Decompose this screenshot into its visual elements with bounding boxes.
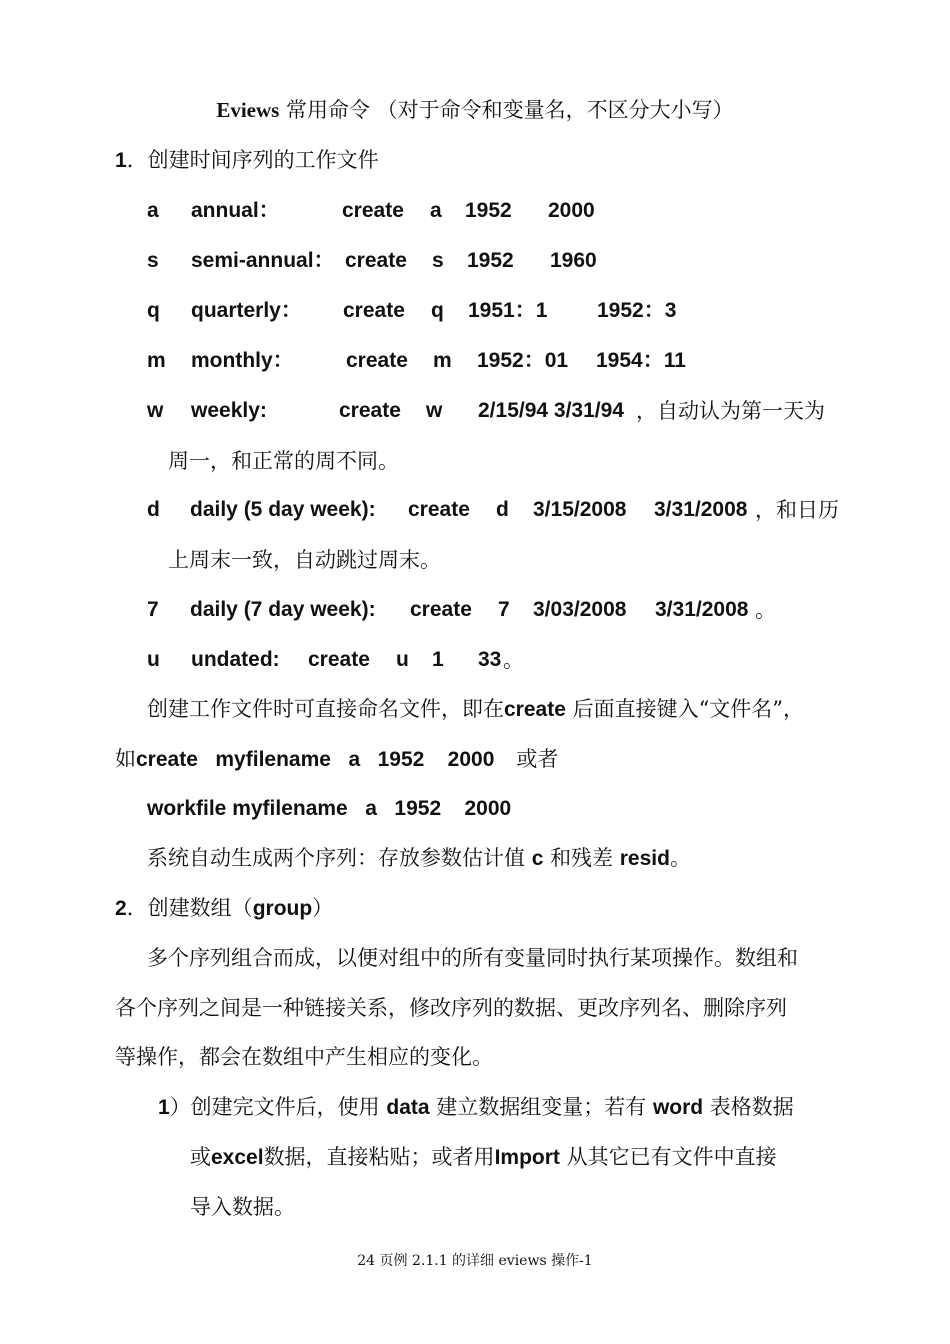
freq-cmd: create	[346, 349, 408, 372]
item-number: 1	[158, 1096, 170, 1119]
text: 或者	[516, 747, 559, 771]
weekly-note-cont: 周一，和正常的周不同。	[168, 449, 399, 473]
freq-cmd: create	[408, 498, 470, 521]
freq-arg: w	[426, 399, 443, 422]
freq-cmd: create	[308, 648, 370, 671]
text: ）	[312, 896, 334, 920]
freq-end: 3/31/2008	[655, 598, 749, 621]
text: 数据，直接粘贴；或者用	[263, 1145, 495, 1169]
freq-cmd: create	[342, 199, 404, 222]
freq-note: 。	[755, 598, 776, 622]
freq-end: 3/31/2008	[654, 498, 748, 521]
keyword: data	[386, 1096, 430, 1119]
keyword: group	[252, 897, 313, 920]
freq-end: 1954：11	[596, 349, 686, 372]
freq-end: 1960	[550, 249, 597, 272]
text: ．创建数组（	[126, 896, 253, 920]
freq-code: d	[147, 498, 160, 521]
freq-name: annual：	[191, 199, 280, 222]
freq-name: daily (5 day week):	[190, 498, 376, 521]
freq-cmd: create	[410, 598, 472, 621]
freq-code: s	[147, 249, 159, 272]
freq-name: undated:	[191, 648, 280, 671]
freq-range: 2/15/94 3/31/94	[478, 399, 624, 422]
freq-arg: u	[396, 648, 409, 671]
keyword: resid	[619, 847, 670, 870]
freq-end: 2000	[548, 199, 595, 222]
text: ）创建完文件后，使用	[169, 1095, 380, 1119]
para-group-line3: 等操作，都会在数组中产生相应的变化。	[115, 1045, 493, 1069]
freq-arg: q	[431, 299, 444, 322]
freq-start: 1	[432, 648, 444, 671]
freq-start: 3/15/2008	[533, 498, 627, 521]
text: 创建工作文件时可直接命名文件，即在	[147, 697, 504, 721]
freq-arg: 7	[498, 598, 510, 621]
freq-start: 1951：1	[468, 299, 548, 322]
freq-name: daily (7 day week):	[190, 598, 376, 621]
item1-line2	[190, 1142, 777, 1173]
text: 表格数据	[709, 1095, 794, 1119]
page-title	[0, 95, 950, 125]
freq-name: monthly：	[191, 349, 294, 372]
para-group-line2: 各个序列之间是一种链接关系，修改序列的数据、更改序列名、删除序列	[115, 996, 787, 1020]
freq-code: u	[147, 648, 160, 671]
para-create-line3: workfile myfilename a 1952 2000	[147, 797, 512, 820]
freq-start: 1952：01	[477, 349, 569, 372]
freq-note: 。	[503, 648, 524, 672]
keyword: c	[531, 847, 544, 870]
title-bold: Eviews	[216, 98, 280, 122]
keyword: Import	[494, 1146, 560, 1169]
keyword: word	[652, 1096, 704, 1119]
text: 后面直接键入“文件名”，	[565, 697, 805, 721]
para-create-line1	[147, 694, 804, 725]
keyword: create	[504, 698, 566, 721]
text: 如	[115, 747, 136, 771]
section-1-heading	[115, 145, 379, 176]
freq-code: m	[147, 349, 166, 372]
text: 从其它已有文件中直接	[559, 1145, 777, 1169]
text: 系统自动生成两个序列：存放参数估计值	[147, 846, 525, 870]
example-command: create myfilename a 1952 2000	[136, 748, 495, 771]
freq-arg: d	[496, 498, 509, 521]
freq-arg: a	[430, 199, 442, 222]
title-rest: 常用命令 （对于命令和变量名，不区分大小写）	[279, 98, 734, 122]
freq-arg: m	[433, 349, 452, 372]
para-group-line1: 多个序列组合而成，以便对组中的所有变量同时执行某项操作。数组和	[147, 946, 798, 970]
freq-code: 7	[147, 598, 159, 621]
freq-code: q	[147, 299, 160, 322]
freq-code: w	[147, 399, 164, 422]
freq-cmd: create	[343, 299, 405, 322]
freq-cmd: create	[339, 399, 401, 422]
freq-note: ，和日历	[755, 498, 839, 522]
freq-name: weekly:	[191, 399, 267, 422]
text: 建立数据组变量；若有	[436, 1095, 647, 1119]
section-2-heading	[115, 893, 333, 924]
freq-end: 33	[478, 648, 502, 671]
para-create-line2	[115, 744, 558, 775]
freq-name: quarterly：	[191, 299, 302, 322]
freq-end: 1952：3	[597, 299, 677, 322]
freq-start: 3/03/2008	[533, 598, 627, 621]
item1-line3: 导入数据。	[190, 1195, 295, 1219]
section-number: 2	[115, 897, 127, 920]
freq-cmd: create	[345, 249, 407, 272]
freq-code: a	[147, 199, 159, 222]
freq-arg: s	[432, 249, 444, 272]
keyword: excel	[211, 1146, 264, 1169]
item1-line1	[158, 1092, 794, 1123]
freq-start: 1952	[467, 249, 514, 272]
page-footer: 24 页例 2.1.1 的详细 eviews 操作-1	[357, 1253, 593, 1269]
section-title: ．创建时间序列的工作文件	[126, 148, 379, 172]
daily5-note-cont: 上周末一致，自动跳过周末。	[168, 548, 441, 572]
section-number: 1	[115, 149, 127, 172]
text: 。	[669, 846, 691, 870]
freq-name: semi-annual：	[191, 249, 335, 272]
para-system	[147, 843, 691, 874]
text: 或	[190, 1145, 211, 1169]
freq-start: 1952	[465, 199, 512, 222]
text: 和残差	[550, 846, 614, 870]
freq-note: ，自动认为第一天为	[636, 399, 825, 423]
